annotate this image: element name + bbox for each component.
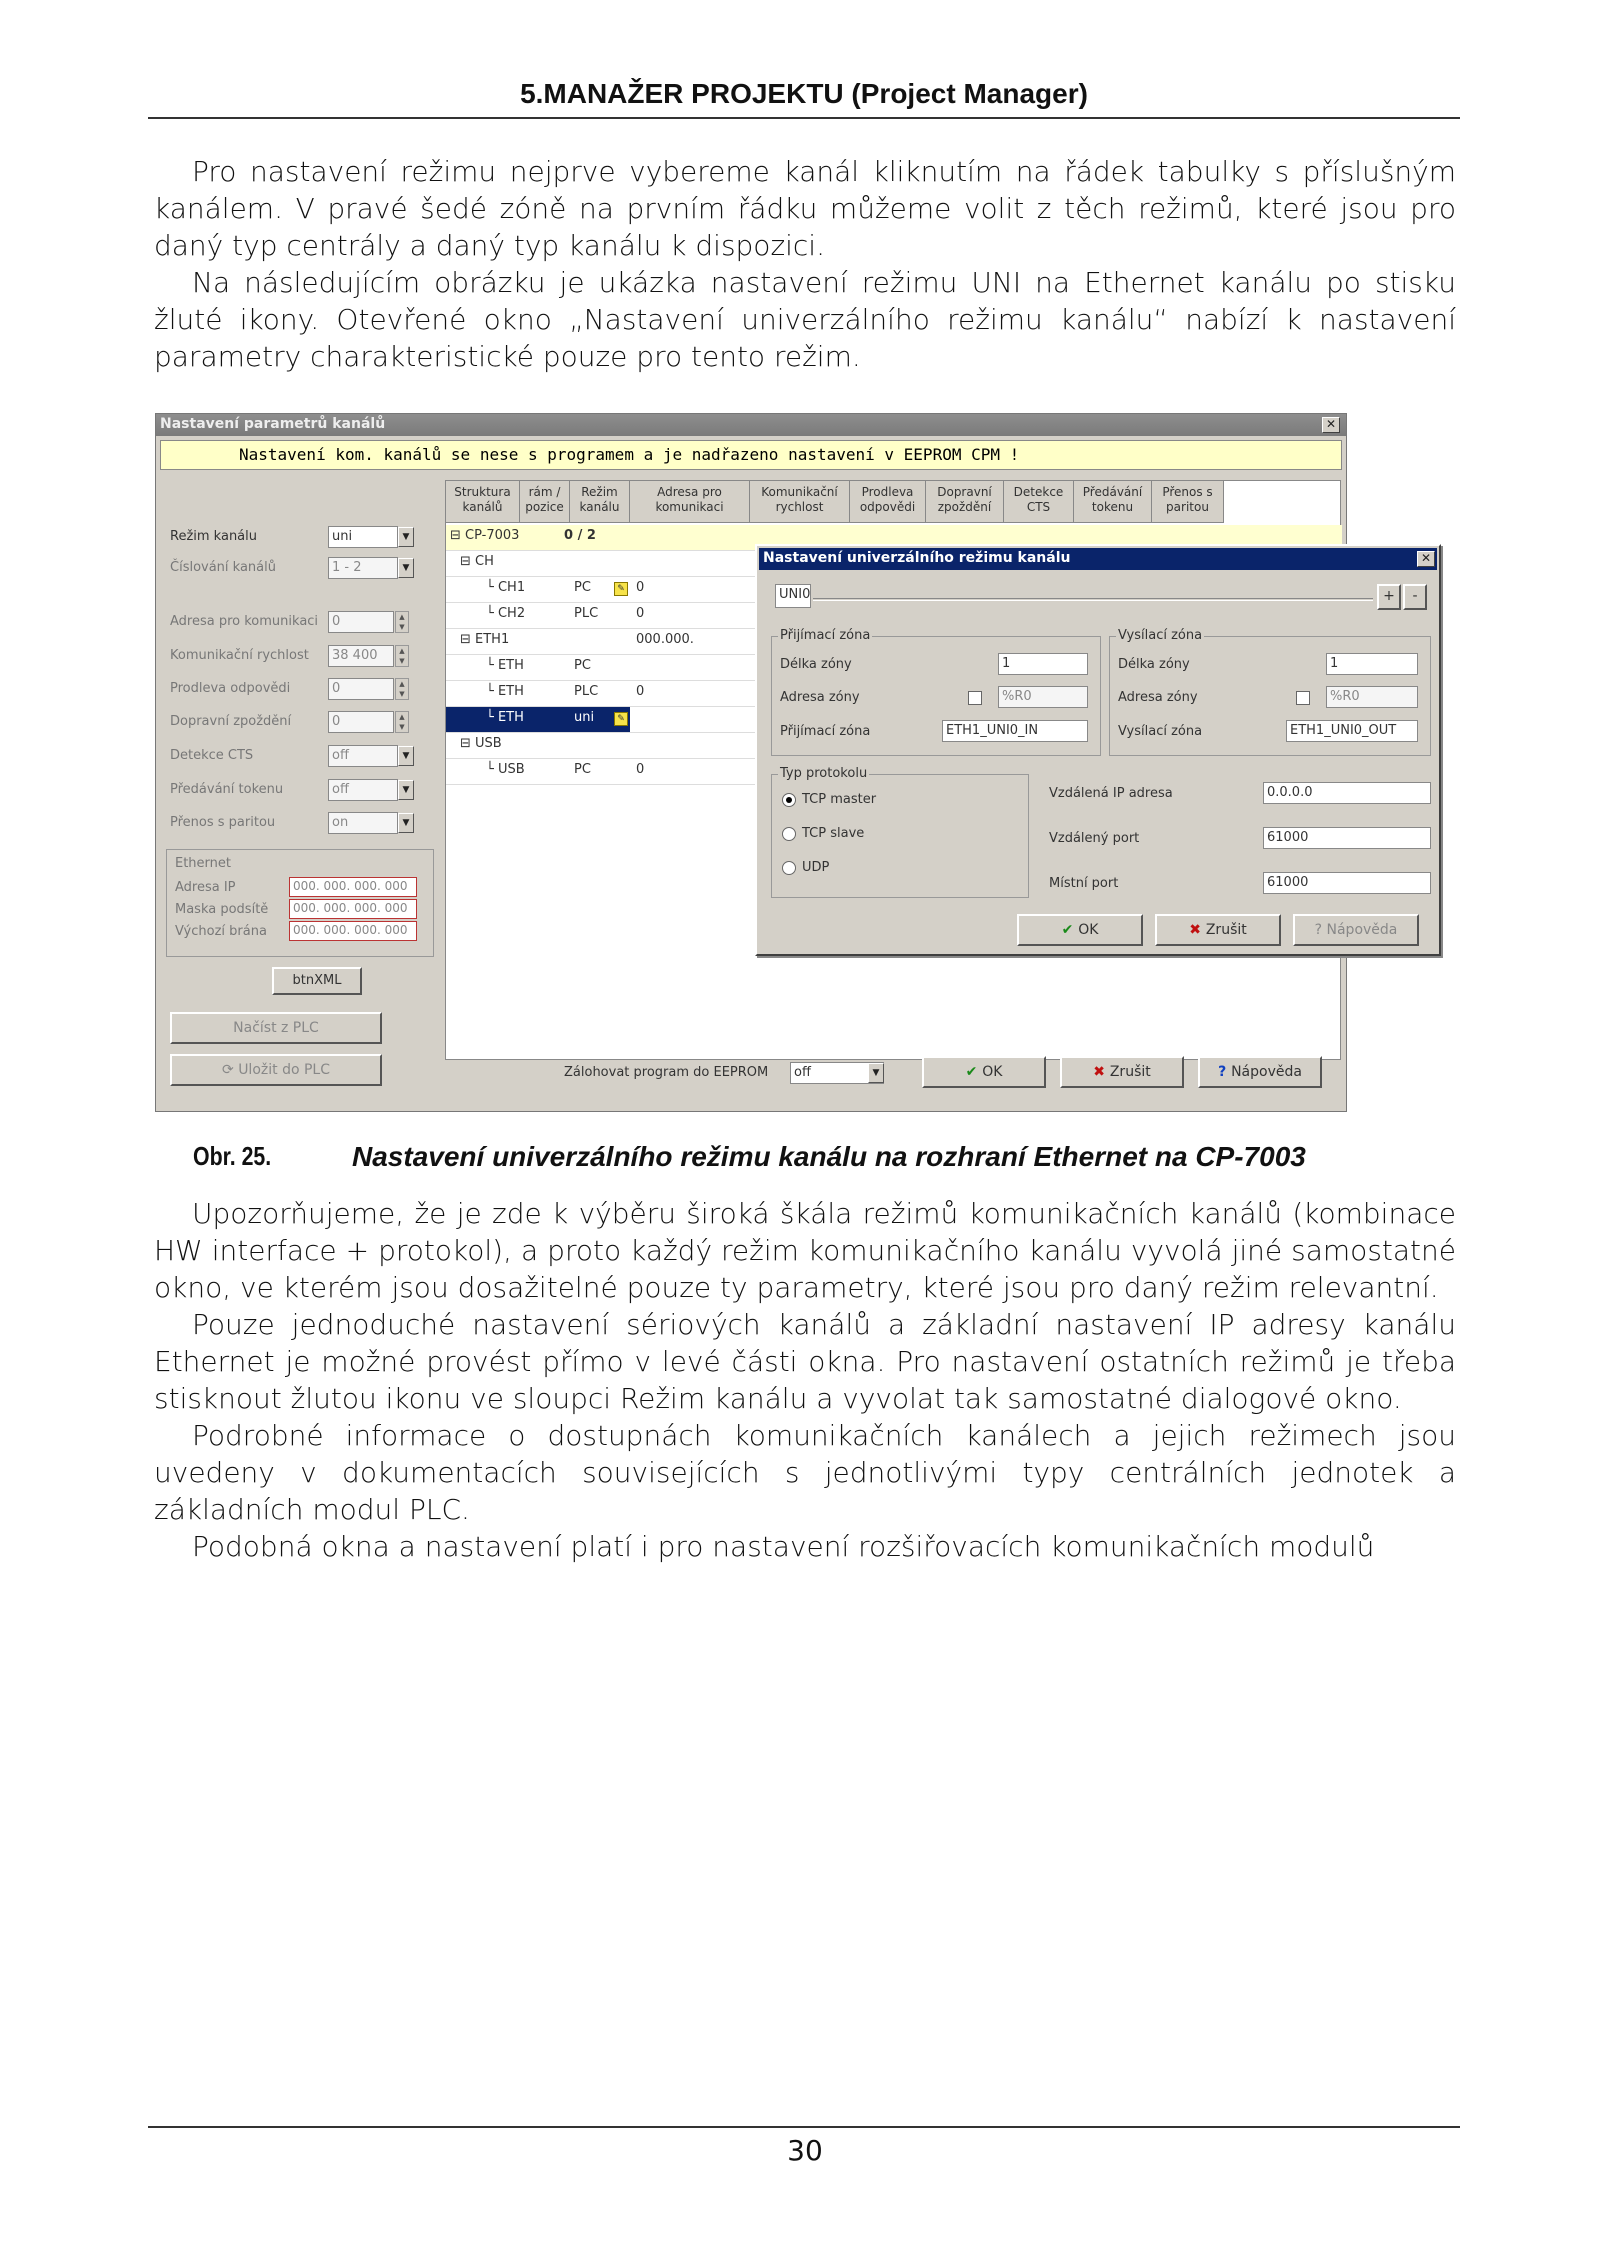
help-icon: ?	[1218, 1064, 1232, 1080]
tree-node: └ USB	[486, 762, 525, 777]
tx-zone-field[interactable]: ETH1_UNI0_OUT	[1286, 720, 1418, 742]
save-plc-label: Uložit do PLC	[238, 1062, 330, 1078]
prodleva-field[interactable]: 0	[328, 678, 394, 700]
ethernet-group-title: Ethernet	[175, 856, 231, 871]
screenshot-figure	[155, 413, 1432, 1112]
tx-addr-label: Adresa zóny	[1118, 690, 1198, 705]
chevron-down-icon[interactable]: ▼	[398, 780, 414, 800]
mode-cell: PC	[574, 580, 591, 595]
mode-cell: PC	[574, 658, 591, 673]
body-paragraph-2: Pouze jednoduché nastavení sériových kanálů a základní nastavení IP adresy kanálu Ethernet je možné provést přímo v levé části okna. Pro nastavení ostatních režimů je třeba stisknout žlutou ikonu ve sloupci Režim kanálu a vyvolat tak samostatné dialogové okno.	[154, 1308, 1456, 1415]
grid-header: Komunikační rychlost	[750, 481, 850, 523]
tree-node: ⊟ USB	[460, 736, 502, 751]
tcp-master-label: TCP master	[802, 792, 877, 807]
page-number: 30	[787, 2134, 823, 2167]
grid-header: Adresa pro komunikaci	[630, 481, 750, 523]
tree-node: └ ETH	[486, 710, 524, 725]
figure-number: Obr. 25.	[193, 1141, 272, 1171]
eeprom-banner: Nastavení kom. kanálů se nese s programem a je nadřazeno nastavení v EEPROM CPM !	[160, 440, 1342, 470]
header-rule	[148, 117, 1460, 119]
help-label: Nápověda	[1231, 1064, 1302, 1080]
chevron-down-icon[interactable]: ▼	[398, 558, 414, 578]
dialog-cancel-button[interactable]	[1155, 914, 1281, 946]
tree-node: ⊟ ETH1	[460, 632, 510, 647]
intro-text	[154, 153, 1456, 375]
tcp-slave-label: TCP slave	[802, 826, 865, 841]
parita-select[interactable]: on	[328, 812, 398, 834]
rx-zone-title: Přijímací zóna	[780, 628, 871, 643]
grid-header: rám / pozice	[520, 481, 570, 523]
spinner-icon[interactable]: ▲ ▼	[395, 645, 409, 667]
uni-select[interactable]: UNI0	[775, 584, 811, 608]
remote-ip-field[interactable]: 0.0.0.0	[1263, 782, 1431, 804]
spinner-icon[interactable]: ▲ ▼	[395, 678, 409, 700]
tree-node: ⊟ CH	[460, 554, 494, 569]
grid-header: Prodleva odpovědi	[850, 481, 926, 523]
grid-header: Struktura kanálů	[446, 481, 520, 523]
grid-header: Detekce CTS	[1004, 481, 1074, 523]
local-port-label: Místní port	[1049, 876, 1119, 891]
field-label-cts: Detekce CTS	[170, 748, 254, 763]
body-text	[154, 1195, 1456, 1565]
rx-len-label: Délka zóny	[780, 657, 852, 672]
spinner-icon[interactable]: ▲ ▼	[395, 611, 409, 633]
tcp-slave-radio[interactable]	[782, 827, 796, 841]
intro-paragraph-1: Pro nastavení režimu nejprve vybereme kanál kliknutím na řádek tabulky s příslušným kanálem. V pravé šedé zóně na prvním řádku můžeme volit z těch režimů, které jsou pro daný typ centrály a daný typ kanálu k dispozici.	[154, 155, 1456, 262]
tree-node: └ ETH	[486, 658, 524, 673]
tree-node: ⊟ CP-7003	[450, 528, 520, 543]
help-button[interactable]	[1198, 1056, 1322, 1088]
grid-header: Předávání tokenu	[1074, 481, 1152, 523]
addr-cell: 0	[636, 762, 645, 777]
rx-zone-field[interactable]: ETH1_UNI0_IN	[942, 720, 1088, 742]
local-port-field[interactable]: 61000	[1263, 872, 1431, 894]
tx-len-label: Délka zóny	[1118, 657, 1190, 672]
dialog-help-label: Nápověda	[1326, 922, 1398, 938]
field-label-prodleva: Prodleva odpovědi	[170, 681, 291, 696]
addr-cell: 000.000.	[636, 632, 694, 647]
check-icon: ✔	[1061, 922, 1079, 938]
footer-rule	[148, 2126, 1460, 2128]
udp-radio[interactable]	[782, 861, 796, 875]
cislovani-select[interactable]: 1 - 2	[328, 557, 398, 579]
add-button[interactable]: +	[1377, 584, 1401, 610]
udp-label: UDP	[802, 860, 830, 875]
protocol-title: Typ protokolu	[780, 766, 868, 781]
mode-cell: PC	[574, 762, 591, 777]
cross-icon: ✖	[1189, 922, 1206, 938]
tx-addr-field[interactable]: %R0	[1326, 686, 1418, 708]
check-icon: ✔	[965, 1064, 983, 1080]
remove-button[interactable]: -	[1403, 584, 1427, 610]
token-select[interactable]: off	[328, 779, 398, 801]
remote-ip-label: Vzdálená IP adresa	[1049, 786, 1173, 801]
adresa-field[interactable]: 0	[328, 611, 394, 633]
figure-caption: Nastavení univerzálního režimu kanálu na rozhraní Ethernet na CP-7003	[352, 1141, 1306, 1172]
btnxml-button[interactable]: btnXML	[272, 967, 362, 995]
body-paragraph-3: Podrobné informace o dostupnách komunikačních kanálech a jejich režimech jsou uvedeny v dokumentacích souvisejících s jednotlivými typy centrálních jednotek a základních modul PLC.	[154, 1419, 1456, 1526]
cross-icon: ✖	[1093, 1064, 1110, 1080]
page-header-title: 5.MANAŽER PROJEKTU (Project Manager)	[520, 78, 1088, 109]
field-label-rychlost: Komunikační rychlost	[170, 648, 309, 663]
mode-cell: PLC	[574, 684, 599, 699]
yellow-mode-icon[interactable]: ✎	[614, 712, 628, 726]
ok-button[interactable]	[922, 1056, 1046, 1088]
window-titlebar: Nastavení parametrů kanálů	[156, 414, 1346, 436]
protocol-group	[771, 766, 1029, 898]
ip-label: Adresa IP	[175, 880, 236, 895]
body-paragraph-1: Upozorňujeme, že je zde k výběru široká škála režimů komunikačních kanálů (kombinace HW interface + protokol), a proto každý režim komunikačního kanálu vyvolá jiné samostatné okno, ve kterém jsou dosažitelné pouze ty parametry, které jsou pro daný režim relevantní.	[154, 1197, 1456, 1304]
load-plc-button[interactable]: Načíst z PLC	[170, 1012, 382, 1044]
intro-paragraph-2: Na následujícím obrázku je ukázka nastavení režimu UNI na Ethernet kanálu po stisku žluté ikony. Otevřené okno „Nastavení univerzálního režimu kanálu“ nabízí k nastavení parametry charakteristické pouze pro tento režim.	[154, 266, 1456, 373]
grid-header: Dopravní zpoždění	[926, 481, 1004, 523]
ok-label: OK	[982, 1064, 1003, 1080]
tx-len-field[interactable]: 1	[1326, 653, 1418, 675]
mask-field[interactable]: 000. 000. 000. 000	[289, 899, 417, 919]
grid-header: Přenos s paritou	[1152, 481, 1224, 523]
chevron-down-icon[interactable]: ▼	[398, 813, 414, 833]
save-plc-button[interactable]	[170, 1054, 382, 1086]
tcp-master-radio[interactable]	[782, 793, 796, 807]
addr-cell: 0	[636, 606, 645, 621]
mask-label: Maska podsítě	[175, 902, 269, 917]
backup-label: Zálohovat program do EEPROM	[564, 1065, 769, 1080]
cancel-button[interactable]	[1060, 1056, 1184, 1088]
dialog-ok-button[interactable]	[1017, 914, 1143, 946]
rx-len-field[interactable]: 1	[998, 653, 1088, 675]
field-label-zpozdeni: Dopravní zpoždění	[170, 714, 292, 729]
dialog-cancel-label: Zrušit	[1205, 922, 1247, 938]
chevron-down-icon[interactable]: ▼	[398, 746, 414, 766]
tx-addr-checkbox[interactable]	[1296, 691, 1310, 705]
cts-select[interactable]: off	[328, 745, 398, 767]
yellow-mode-icon[interactable]: ✎	[614, 582, 628, 596]
gateway-label: Výchozí brána	[175, 924, 267, 939]
rx-addr-label: Adresa zóny	[780, 690, 860, 705]
chevron-down-icon[interactable]: ▼	[398, 527, 414, 547]
rx-zone-group	[771, 628, 1101, 756]
chevron-down-icon[interactable]: ▼	[868, 1063, 884, 1083]
gateway-field[interactable]: 000. 000. 000. 000	[289, 921, 417, 941]
mode-cell: PLC	[574, 606, 599, 621]
tree-node: └ CH1	[486, 580, 526, 595]
backup-select[interactable]: off	[790, 1062, 884, 1084]
pos-cell: 0 / 2	[564, 528, 596, 543]
tx-zone-label: Vysílací zóna	[1118, 724, 1203, 739]
tx-zone-group	[1109, 628, 1431, 756]
addr-cell: 0	[636, 684, 645, 699]
field-label-cislovani: Číslování kanálů	[170, 560, 276, 575]
rx-addr-field[interactable]: %R0	[998, 686, 1088, 708]
field-label-parita: Přenos s paritou	[170, 815, 276, 830]
field-label-adresa: Adresa pro komunikaci	[170, 614, 319, 629]
rychlost-field[interactable]: 38 400	[328, 645, 394, 667]
refresh-icon: ⟳	[222, 1062, 239, 1078]
uni-separator	[813, 598, 1373, 601]
window-close-icon[interactable]: ✕	[1322, 417, 1340, 433]
field-label-token: Předávání tokenu	[170, 782, 284, 797]
spinner-icon[interactable]: ▲ ▼	[395, 711, 409, 733]
ethernet-group	[166, 849, 434, 957]
rx-zone-label: Přijímací zóna	[780, 724, 871, 739]
mode-cell: uni	[574, 710, 595, 725]
zpozdeni-field[interactable]: 0	[328, 711, 394, 733]
dialog-help-button[interactable]	[1293, 914, 1419, 946]
help-icon: ?	[1314, 922, 1327, 938]
tree-node: └ ETH	[486, 684, 524, 699]
remote-port-field[interactable]: 61000	[1263, 827, 1431, 849]
selected-row-highlight	[446, 707, 630, 732]
dialog-ok-label: OK	[1078, 922, 1099, 938]
field-label-rezim: Režim kanálu	[170, 529, 258, 544]
grid-header: Režim kanálu	[570, 481, 630, 523]
rx-addr-checkbox[interactable]	[968, 691, 982, 705]
rezim-select[interactable]: uni	[328, 526, 398, 548]
remote-port-label: Vzdálený port	[1049, 831, 1140, 846]
uni-mode-dialog	[755, 544, 1441, 956]
addr-cell: 0	[636, 580, 645, 595]
dialog-close-icon[interactable]: ✕	[1417, 551, 1435, 567]
tx-zone-title: Vysílací zóna	[1118, 628, 1203, 643]
tree-node: └ CH2	[486, 606, 526, 621]
dialog-titlebar: Nastavení univerzálního režimu kanálu	[759, 548, 1437, 570]
ip-field[interactable]: 000. 000. 000. 000	[289, 877, 417, 897]
cancel-label: Zrušit	[1109, 1064, 1151, 1080]
body-paragraph-4: Podobná okna a nastavení platí i pro nastavení rozšiřovacích komunikačních modulů	[192, 1530, 1375, 1563]
